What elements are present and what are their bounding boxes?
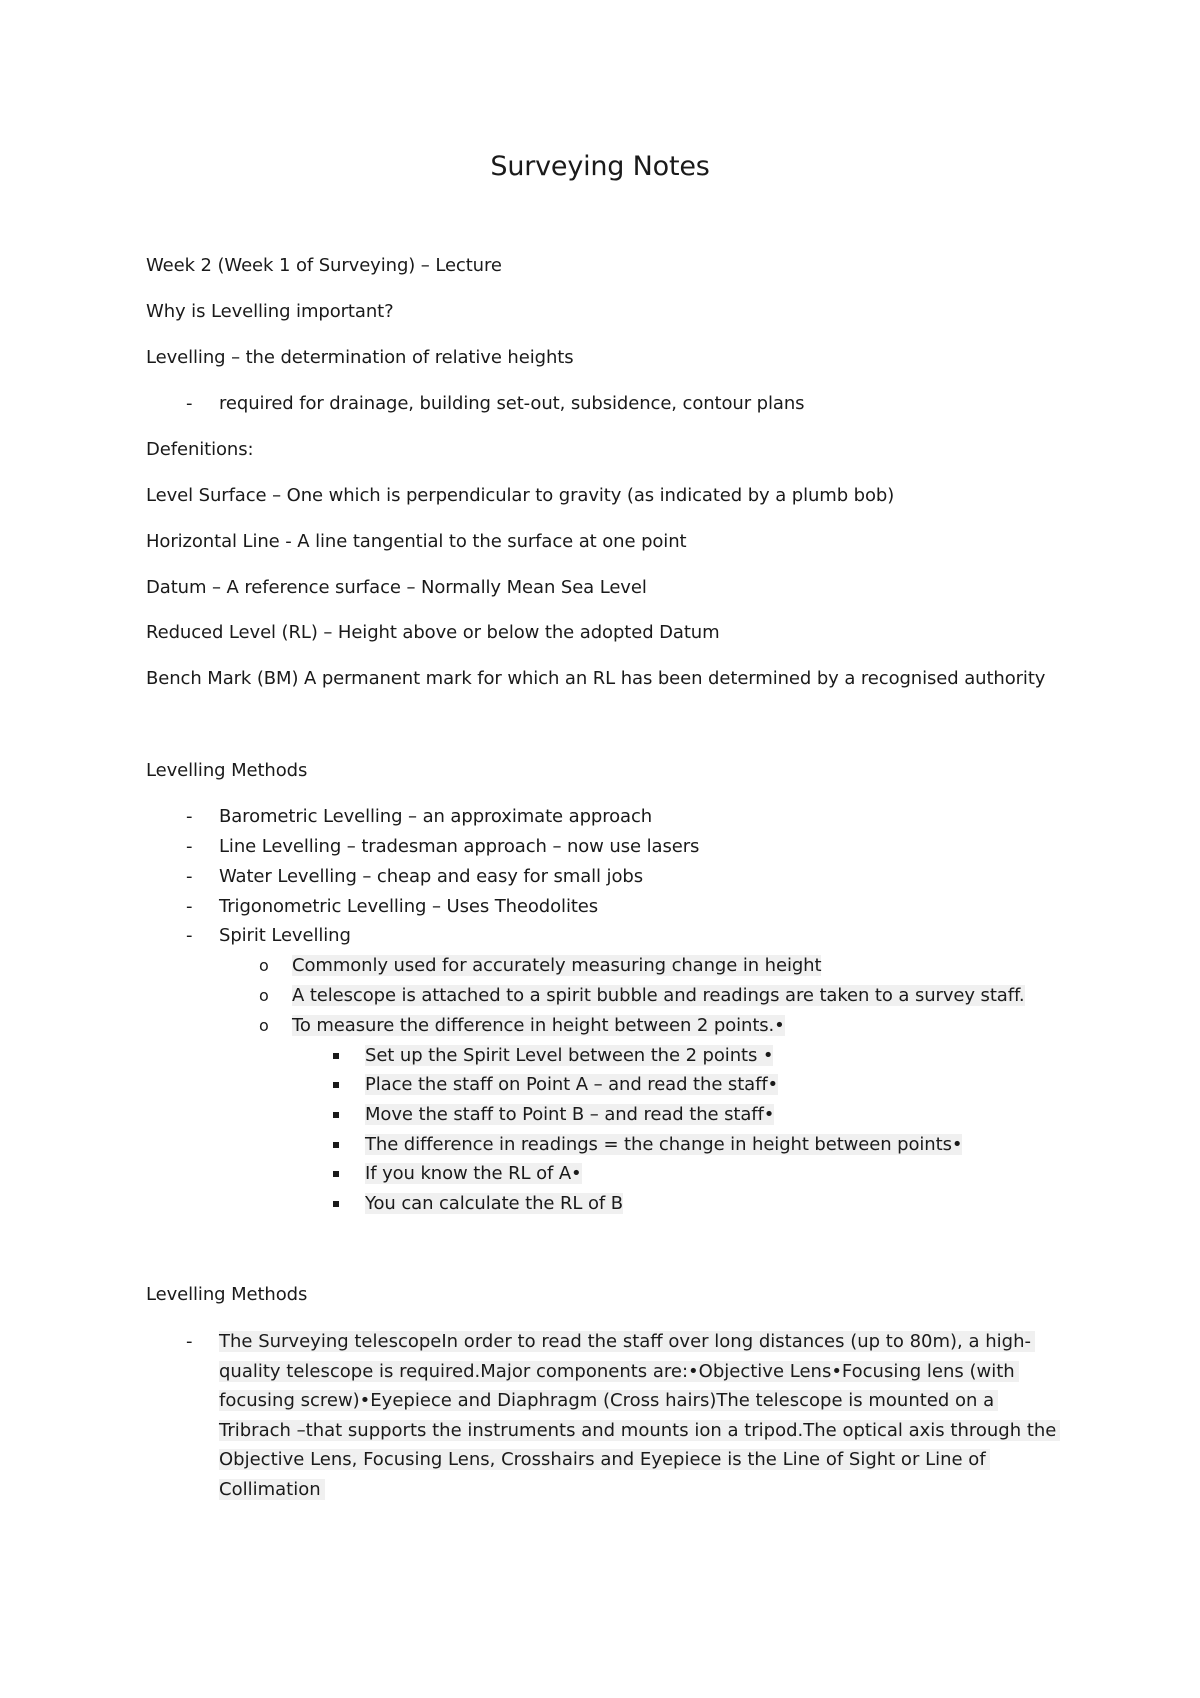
definitions-heading: Defenitions: bbox=[146, 439, 254, 460]
telescope-paragraph bbox=[219, 1327, 1069, 1504]
levelling-definition: Levelling – the determination of relative heights bbox=[146, 347, 574, 368]
step-item bbox=[365, 1133, 962, 1157]
dash-marker: - bbox=[186, 866, 193, 887]
o-marker: o bbox=[259, 956, 269, 975]
highlighted-text: You can calculate the RL of B bbox=[365, 1193, 623, 1214]
list-item: Spirit Levelling bbox=[219, 925, 351, 946]
dash-marker: - bbox=[186, 806, 193, 827]
highlighted-text: If you know the RL of A• bbox=[365, 1163, 582, 1184]
list-item: Water Levelling – cheap and easy for small jobs bbox=[219, 866, 643, 887]
dash-marker: - bbox=[186, 925, 193, 946]
step-item bbox=[365, 1044, 773, 1068]
highlighted-text: The difference in readings = the change in height between points• bbox=[365, 1134, 963, 1155]
square-bullet-icon bbox=[333, 1053, 339, 1059]
highlighted-text: Move the staff to Point B – and read the staff• bbox=[365, 1104, 775, 1125]
highlighted-text: The Surveying telescopeIn order to read the staff over long distances (up to 80m), a high-quality telescope is required.Major components are:•Objective Lens•Focusing lens (with focusing screw)•Eyepiece and Diaphragm (Cross hairs)The telescope is mounted on a Tribrach –that supports the instruments and mounts ion a tripod.The optical axis through the Objective Lens, Focusing Lens, Crosshairs and Eyepiece is the Line of Sight or Line of Collimation bbox=[219, 1331, 1060, 1500]
o-marker: o bbox=[259, 1016, 269, 1035]
list-item: Trigonometric Levelling – Uses Theodolites bbox=[219, 896, 599, 917]
dash-marker: - bbox=[186, 393, 193, 414]
def-datum: Datum – A reference surface – Normally Mean Sea Level bbox=[146, 577, 647, 598]
square-bullet-icon bbox=[333, 1142, 339, 1148]
section-heading: Levelling Methods bbox=[146, 760, 308, 781]
sub-list-item bbox=[292, 984, 1025, 1008]
square-bullet-icon bbox=[333, 1082, 339, 1088]
section-heading: Levelling Methods bbox=[146, 1284, 308, 1305]
highlighted-text: Commonly used for accurately measuring change in height bbox=[292, 955, 822, 976]
highlighted-text: To measure the difference in height between 2 points.• bbox=[292, 1015, 785, 1036]
dash-marker: - bbox=[186, 896, 193, 917]
step-item bbox=[365, 1162, 582, 1186]
square-bullet-icon bbox=[333, 1171, 339, 1177]
square-bullet-icon bbox=[333, 1201, 339, 1207]
def-horizontal-line: Horizontal Line - A line tangential to the surface at one point bbox=[146, 531, 687, 552]
square-bullet-icon bbox=[333, 1112, 339, 1118]
step-item bbox=[365, 1073, 778, 1097]
list-item: Barometric Levelling – an approximate approach bbox=[219, 806, 653, 827]
page-title: Surveying Notes bbox=[490, 151, 710, 182]
highlighted-text: A telescope is attached to a spirit bubble and readings are taken to a survey staff. bbox=[292, 985, 1025, 1006]
def-reduced-level: Reduced Level (RL) – Height above or below the adopted Datum bbox=[146, 622, 720, 643]
step-item bbox=[365, 1103, 774, 1127]
levelling-use: required for drainage, building set-out, subsidence, contour plans bbox=[219, 393, 805, 414]
step-item bbox=[365, 1192, 623, 1216]
highlighted-text: Place the staff on Point A – and read the staff• bbox=[365, 1074, 779, 1095]
list-item: Line Levelling – tradesman approach – now use lasers bbox=[219, 836, 700, 857]
question-line: Why is Levelling important? bbox=[146, 301, 394, 322]
def-bench-mark: Bench Mark (BM) A permanent mark for which an RL has been determined by a recognised authority bbox=[146, 668, 1046, 689]
o-marker: o bbox=[259, 986, 269, 1005]
week-line: Week 2 (Week 1 of Surveying) – Lecture bbox=[146, 255, 502, 276]
dash-marker: - bbox=[186, 836, 193, 857]
highlighted-text: Set up the Spirit Level between the 2 points • bbox=[365, 1045, 774, 1066]
sub-list-item bbox=[292, 954, 821, 978]
sub-list-item bbox=[292, 1014, 785, 1038]
def-level-surface: Level Surface – One which is perpendicular to gravity (as indicated by a plumb bob) bbox=[146, 485, 895, 506]
dash-marker: - bbox=[186, 1331, 193, 1352]
